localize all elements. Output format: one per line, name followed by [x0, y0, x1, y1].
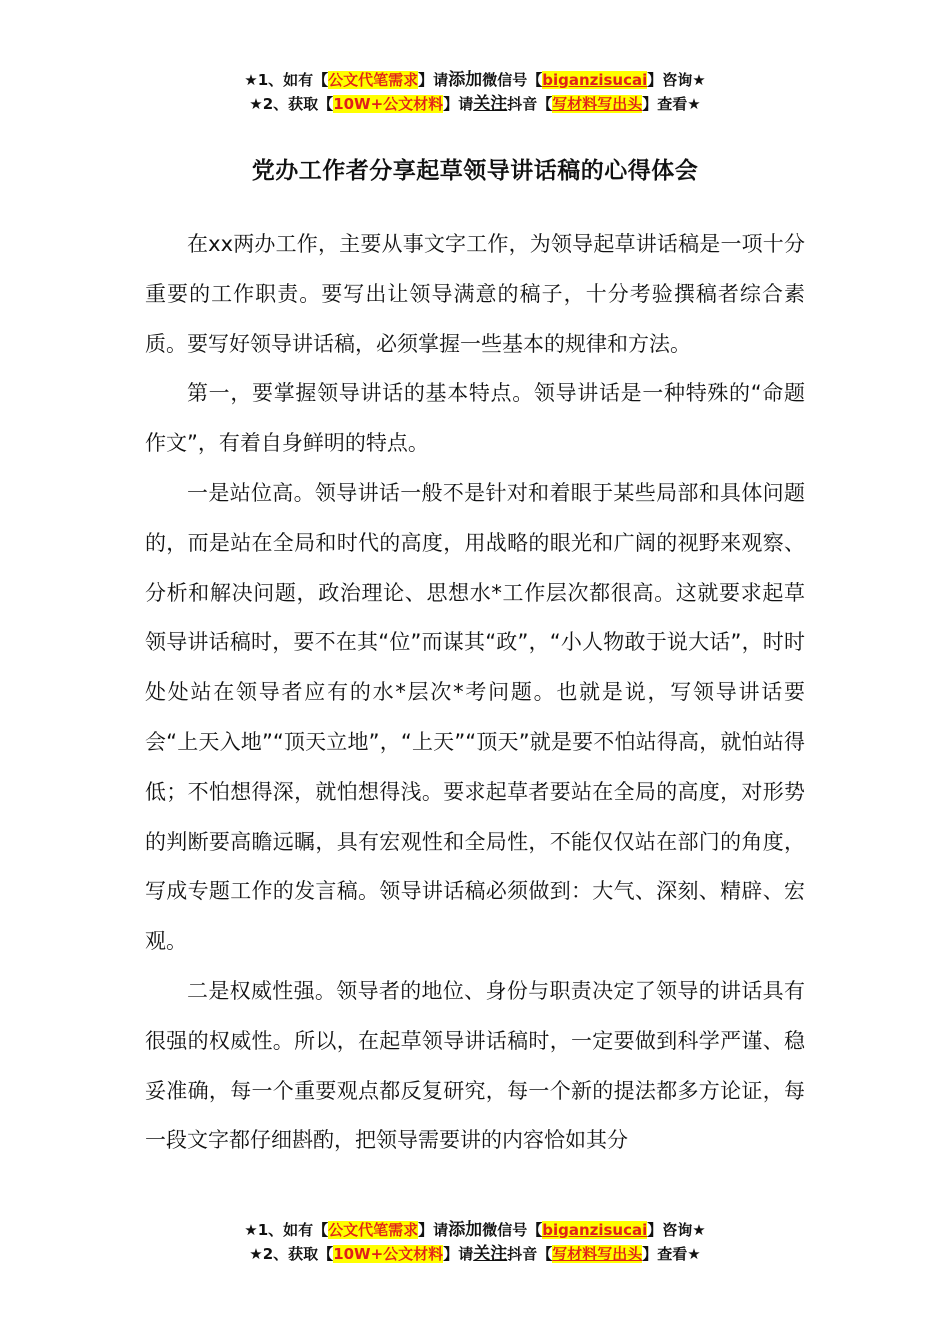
banner-text: 】请 [443, 95, 474, 113]
banner-text: ★1、如有【 [244, 71, 329, 89]
document-body [145, 220, 805, 1166]
banner-text: 】请 [443, 1245, 474, 1263]
footer-banner [0, 1218, 950, 1266]
banner-text: 】请 [418, 71, 449, 89]
banner-text: 关注 [473, 94, 508, 114]
banner-text: 添加 [448, 70, 483, 90]
banner-text: 抖音【 [507, 1245, 553, 1263]
banner-line-1 [0, 68, 950, 92]
banner-text: 微信号【 [482, 71, 543, 89]
banner-text: ★2、获取【 [249, 95, 334, 113]
banner-text: 关注 [473, 1244, 508, 1264]
banner-line-1 [0, 1218, 950, 1242]
body-paragraph: 一是站位高。领导讲话一般不是针对和着眼于某些局部和具体问题的，而是站在全局和时代的高度，用战略的眼光和广阔的视野来观察、分析和解决问题，政治理论、思想水*工作层次都很高。这就要求起草领导讲话稿时，要不在其“位”而谋其“政”，“小人物敢于说大话”，时时处处站在领导者应有的水*层次*考问题。也就是说，写领导讲话要会“上天入地”“顶天立地”，“上天”“顶天”就是要不怕站得高，就怕站得低；不怕想得深，就怕想得浅。要求起草者要站在全局的高度，对形势的判断要高瞻远瞩，具有宏观性和全局性，不能仅仅站在部门的角度，写成专题工作的发言稿。领导讲话稿必须做到：大气、深刻、精辟、宏观。 [145, 480, 805, 954]
banner-text: 】咨询★ [647, 1221, 706, 1239]
banner-text: 】查看★ [642, 1245, 701, 1263]
banner-douyin-id: 写材料写出头 [552, 1245, 643, 1263]
body-paragraph: 在xx两办工作，主要从事文字工作，为领导起草讲话稿是一项十分重要的工作职责。要写出让领导满意的稿子，十分考验撰稿者综合素质。要写好领导讲话稿，必须掌握一些基本的规律和方法。 [145, 232, 805, 356]
banner-line-2 [0, 92, 950, 116]
banner-highlight: 10W+公文材料 [333, 95, 444, 113]
banner-text: 】查看★ [642, 95, 701, 113]
banner-highlight: 公文代笔需求 [328, 71, 419, 89]
banner-text: 】请 [418, 1221, 449, 1239]
document-title: 党办工作者分享起草领导讲话稿的心得体会 [251, 158, 699, 184]
body-paragraph: 二是权威性强。领导者的地位、身份与职责决定了领导的讲话具有很强的权威性。所以，在起草领导讲话稿时，一定要做到科学严谨、稳妥准确，每一个重要观点都反复研究，每一个新的提法都多方论证，每一段文字都仔细斟酌，把领导需要讲的内容恰如其分 [145, 978, 805, 1153]
banner-douyin-id: 写材料写出头 [552, 95, 643, 113]
banner-wechat-id: biganzisucai [542, 71, 648, 89]
banner-highlight: 10W+公文材料 [333, 1245, 444, 1263]
header-banner [0, 68, 950, 116]
banner-text: 微信号【 [482, 1221, 543, 1239]
banner-highlight: 公文代笔需求 [328, 1221, 419, 1239]
banner-line-2 [0, 1242, 950, 1266]
banner-text: ★2、获取【 [249, 1245, 334, 1263]
banner-text: 添加 [448, 1220, 483, 1240]
banner-text: 抖音【 [507, 95, 553, 113]
banner-text: 】咨询★ [647, 71, 706, 89]
banner-text: ★1、如有【 [244, 1221, 329, 1239]
body-paragraph: 第一，要掌握领导讲话的基本特点。领导讲话是一种特殊的“命题作文”，有着自身鲜明的特点。 [145, 381, 805, 456]
banner-wechat-id: biganzisucai [542, 1221, 648, 1239]
